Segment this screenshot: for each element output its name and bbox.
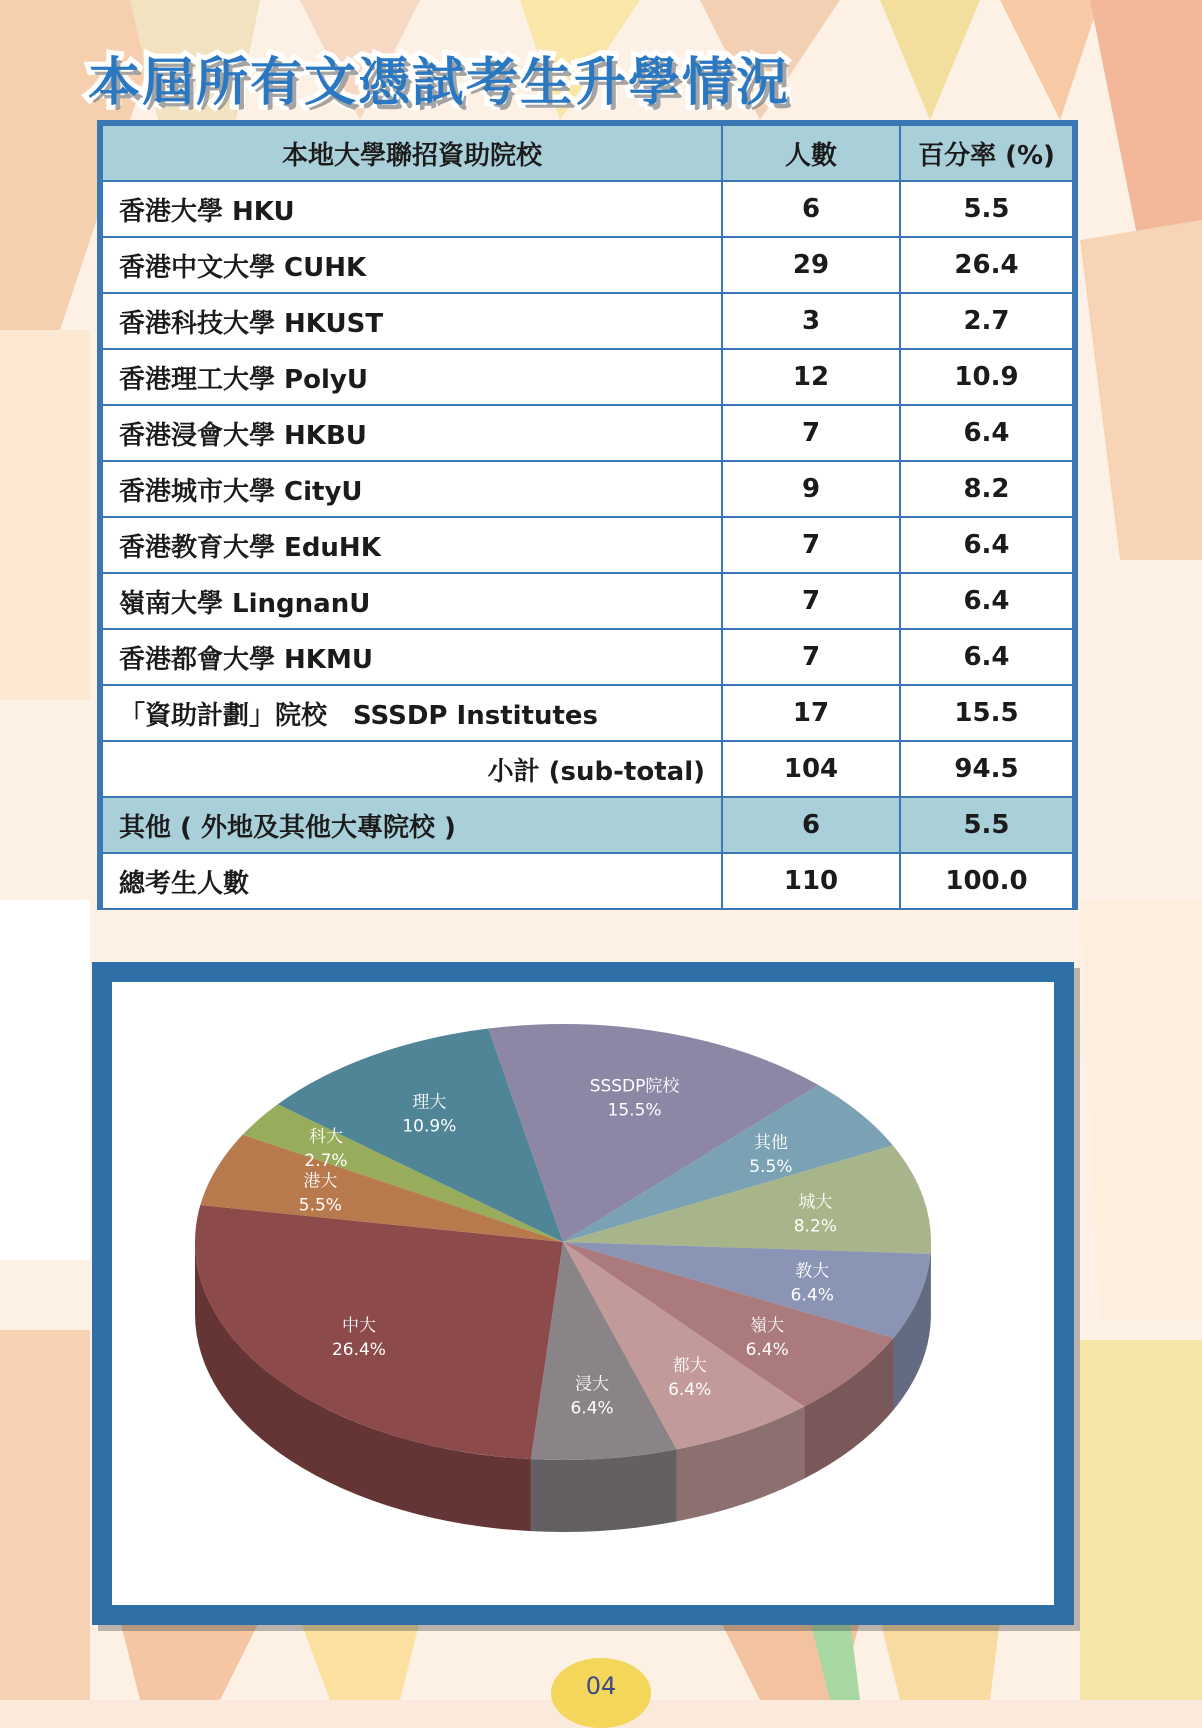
table-row [102, 293, 1073, 349]
table-row [102, 517, 1073, 573]
slice-label: 科大 [308, 1127, 343, 1148]
row-count: 7 [722, 405, 900, 461]
slice-value-label: 26.4% [331, 1340, 386, 1361]
table-row [102, 349, 1073, 405]
slice-value-label: 15.5% [607, 1100, 662, 1121]
slice-value-label: 8.2% [793, 1216, 837, 1237]
others-label: 其他 ( 外地及其他大專院校 ) [102, 797, 722, 853]
row-count: 29 [722, 237, 900, 293]
subtotal-percent: 94.5 [900, 741, 1073, 797]
row-label: 香港教育大學 EduHK [102, 517, 722, 573]
row-percent: 6.4 [900, 517, 1073, 573]
row-label: 嶺南大學 LingnanU [102, 573, 722, 629]
row-count: 6 [722, 181, 900, 237]
total-row [102, 853, 1073, 909]
table-row [102, 461, 1073, 517]
table-row [102, 181, 1073, 237]
row-percent: 6.4 [900, 405, 1073, 461]
row-label: 香港大學 HKU [102, 181, 722, 237]
pie-slice-side [531, 1449, 677, 1532]
row-percent: 6.4 [900, 629, 1073, 685]
table-header-row [102, 125, 1073, 181]
pie-chart [112, 982, 1054, 1605]
table-row [102, 237, 1073, 293]
row-label: 香港城市大學 CityU [102, 461, 722, 517]
others-percent: 5.5 [900, 797, 1073, 853]
total-count: 110 [722, 853, 900, 909]
row-count: 7 [722, 517, 900, 573]
row-percent: 26.4 [900, 237, 1073, 293]
table-row [102, 405, 1073, 461]
slice-label: 理大 [412, 1092, 447, 1113]
slice-value-label: 5.5% [298, 1195, 342, 1216]
row-label: 香港中文大學 CUHK [102, 237, 722, 293]
slice-value-label: 6.4% [790, 1285, 834, 1306]
header-percent: 百分率 (%) [900, 125, 1073, 181]
slice-label: 浸大 [575, 1374, 610, 1395]
subtotal-count: 104 [722, 741, 900, 797]
slice-value-label: 2.7% [304, 1151, 348, 1172]
slice-value-label: 10.9% [402, 1116, 457, 1137]
row-label: 香港科技大學 HKUST [102, 293, 722, 349]
row-count: 7 [722, 629, 900, 685]
slice-value-label: 6.4% [668, 1379, 712, 1400]
subtotal-label: 小計 (sub-total) [102, 741, 722, 797]
row-count: 3 [722, 293, 900, 349]
table-row [102, 573, 1073, 629]
row-percent: 10.9 [900, 349, 1073, 405]
row-count: 12 [722, 349, 900, 405]
chart-panel [112, 982, 1054, 1605]
slice-label: 城大 [798, 1192, 833, 1213]
row-percent: 6.4 [900, 573, 1073, 629]
slice-label: 其他 [753, 1132, 788, 1153]
others-row [102, 797, 1073, 853]
slice-label: 中大 [341, 1316, 376, 1337]
pie-slice-side [930, 1242, 931, 1326]
row-count: 9 [722, 461, 900, 517]
row-percent: 15.5 [900, 685, 1073, 741]
slice-label: 教大 [795, 1261, 830, 1282]
others-count: 6 [722, 797, 900, 853]
page-title: 本屆所有文憑試考生升學情況 [88, 53, 791, 113]
total-label: 總考生人數 [102, 853, 722, 909]
row-percent: 5.5 [900, 181, 1073, 237]
row-count: 17 [722, 685, 900, 741]
header-count: 人數 [722, 125, 900, 181]
chart-frame [92, 962, 1074, 1625]
total-percent: 100.0 [900, 853, 1073, 909]
slice-label: 嶺大 [750, 1316, 785, 1337]
subtotal-row [102, 741, 1073, 797]
admissions-table [97, 120, 1078, 910]
row-count: 7 [722, 573, 900, 629]
table-row [102, 685, 1073, 741]
row-percent: 8.2 [900, 461, 1073, 517]
row-label: 香港都會大學 HKMU [102, 629, 722, 685]
row-label: 香港理工大學 PolyU [102, 349, 722, 405]
row-percent: 2.7 [900, 293, 1073, 349]
table-row [102, 629, 1073, 685]
slice-label: 港大 [303, 1171, 338, 1192]
header-institution: 本地大學聯招資助院校 [102, 125, 722, 181]
slice-value-label: 6.4% [745, 1340, 789, 1361]
page-number: 04 [551, 1658, 651, 1728]
row-label: 「資助計劃」院校 SSSDP Institutes [102, 685, 722, 741]
slice-label: 都大 [672, 1355, 707, 1376]
slice-value-label: 5.5% [749, 1156, 793, 1177]
row-label: 香港浸會大學 HKBU [102, 405, 722, 461]
slice-value-label: 6.4% [570, 1398, 614, 1419]
slice-label: SSSDP院校 [589, 1076, 680, 1097]
